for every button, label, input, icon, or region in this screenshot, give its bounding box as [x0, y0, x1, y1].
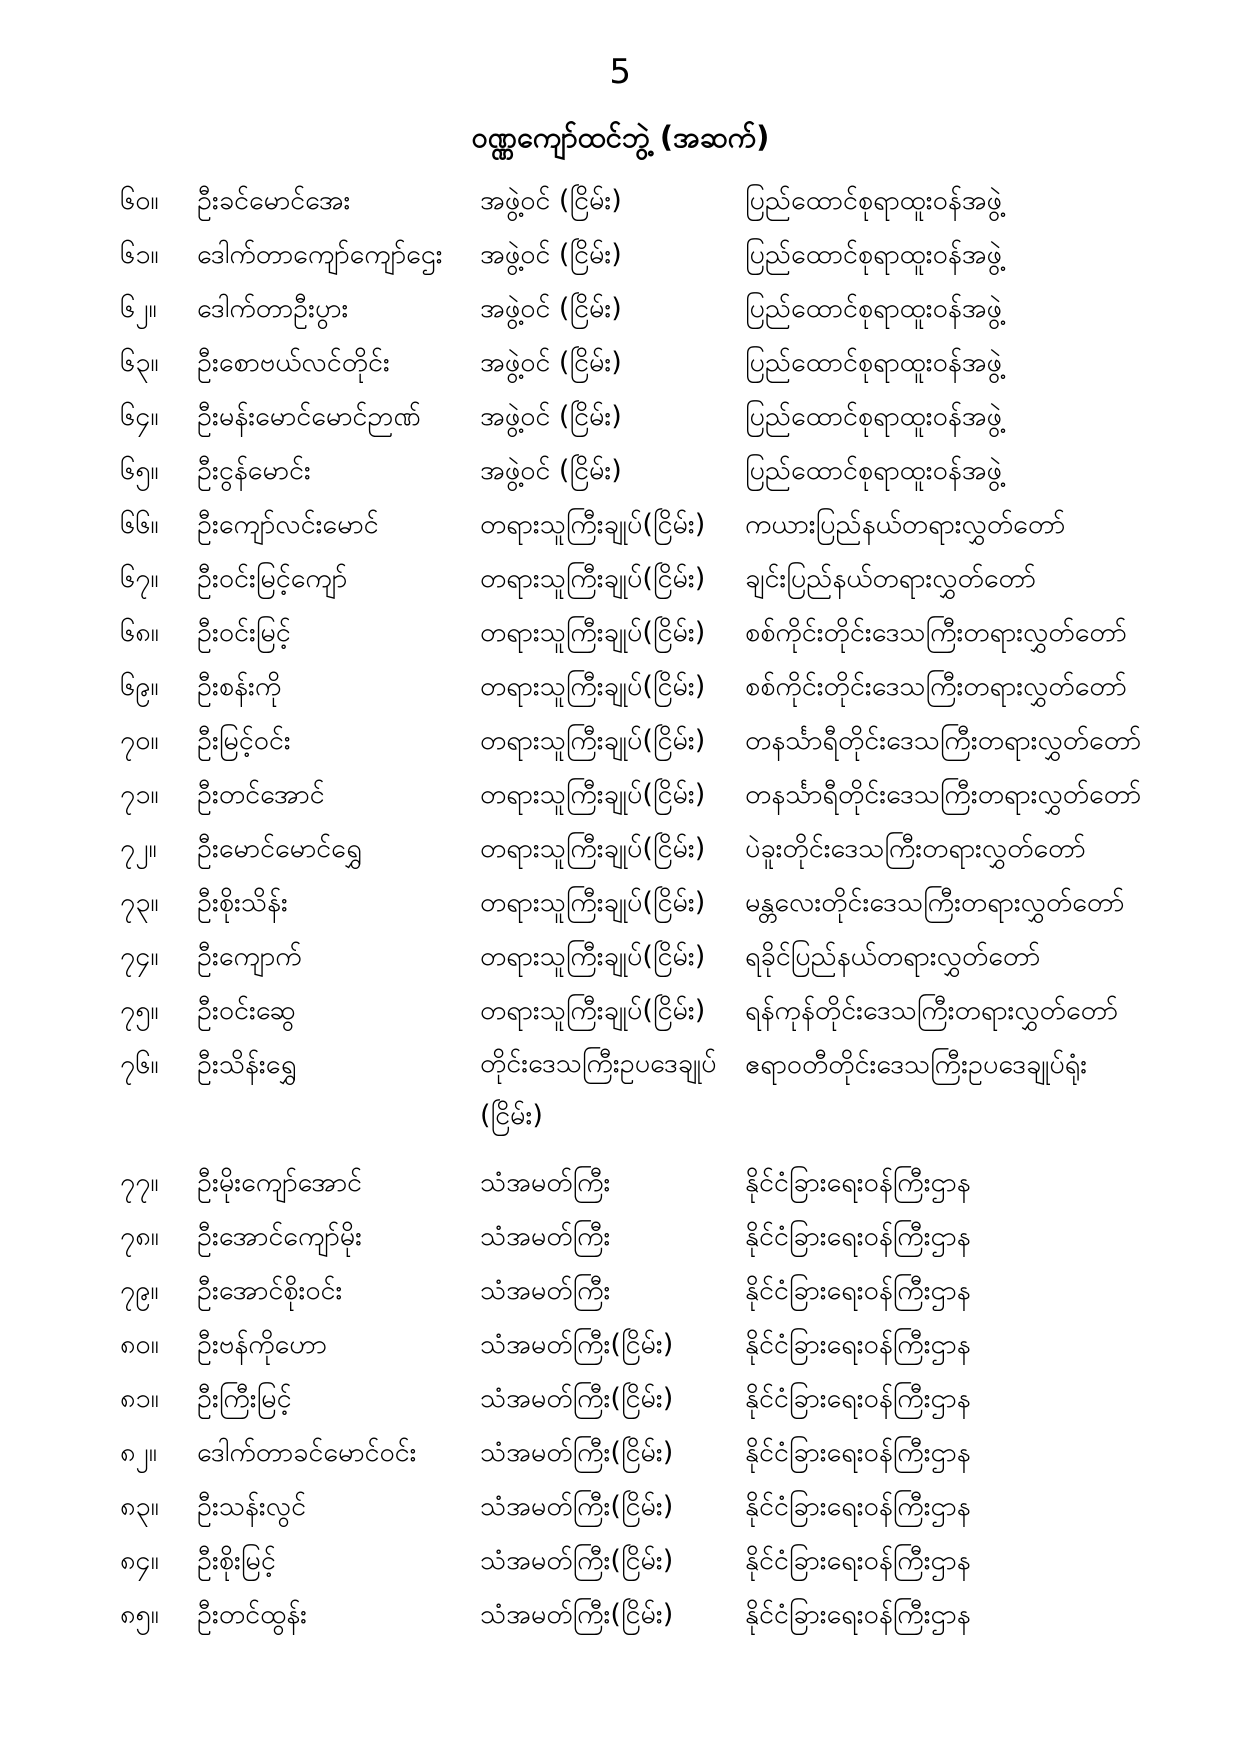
- role-title: [480, 1038, 745, 1142]
- person-name: ဦးသန်းလွင်: [197, 1491, 307, 1522]
- role-title: [480, 768, 745, 822]
- organization: ရခိုင်ပြည်နယ်တရားလွှတ်တော်: [745, 941, 1041, 972]
- table-row: [120, 174, 1181, 228]
- organization: ပြည်ထောင်စုရာထူးဝန်အဖွဲ့: [745, 239, 1002, 270]
- person-name: ဦးမန်းမောင်မောင်ဉာဏ်: [197, 401, 421, 432]
- role-line-1: တရားသူကြီးချုပ်(ငြိမ်း): [480, 671, 706, 702]
- role-line-1: တရားသူကြီးချုပ်(ငြိမ်း): [480, 779, 706, 810]
- role-title: [480, 1426, 745, 1480]
- table-row: [120, 1588, 1181, 1642]
- row-number: ၈၄။: [120, 1545, 159, 1576]
- role-line-1: သံအမတ်ကြီး(ငြိမ်း): [480, 1599, 674, 1630]
- row-number: ၆၁။: [120, 239, 159, 270]
- row-number: ၆၅။: [120, 455, 159, 486]
- role-line-1: အဖွဲ့ဝင် (ငြိမ်း): [480, 401, 622, 432]
- organization: စစ်ကိုင်းတိုင်းဒေသကြီးတရားလွှတ်တော်: [745, 671, 1127, 702]
- table-row: [120, 876, 1181, 930]
- role-line-1: သံအမတ်ကြီး(ငြိမ်း): [480, 1491, 674, 1522]
- row-number: ၇၉။: [120, 1275, 159, 1306]
- table-row: [120, 984, 1181, 1038]
- table-row: [120, 444, 1181, 498]
- organization: ပဲခူးတိုင်းဒေသကြီးတရားလွှတ်တော်: [745, 833, 1086, 864]
- table-row: [120, 714, 1181, 768]
- person-name: ဒေါက်တာကျော်ကျော်ဌေး: [197, 239, 443, 270]
- row-number: ၆၄။: [120, 401, 159, 432]
- organization: ရန်ကုန်တိုင်းဒေသကြီးတရားလွှတ်တော်: [745, 995, 1118, 1026]
- role-line-1: အဖွဲ့ဝင် (ငြိမ်း): [480, 185, 622, 216]
- person-name: ဦးစန်းကို: [197, 671, 282, 702]
- role-line-1: သံအမတ်ကြီး(ငြိမ်း): [480, 1437, 674, 1468]
- row-number: ၇၂။: [120, 833, 157, 864]
- table-row: [120, 606, 1181, 660]
- row-number: ၇၁။: [120, 779, 159, 810]
- row-number: ၆၈။: [120, 617, 159, 648]
- row-number: ၈၂။: [120, 1437, 157, 1468]
- role-title: [480, 498, 745, 552]
- role-title: [480, 552, 745, 606]
- table-row: [120, 768, 1181, 822]
- row-number: ၈၃။: [120, 1491, 159, 1522]
- role-title: [480, 1372, 745, 1426]
- row-number: ၈၁။: [120, 1383, 159, 1414]
- role-line-1: သံအမတ်ကြီး(ငြိမ်း): [480, 1545, 674, 1576]
- role-line-1: သံအမတ်ကြီး(ငြိမ်း): [480, 1329, 674, 1360]
- row-number: ၇၈။: [120, 1221, 159, 1252]
- person-name: ဦးမြင့်ဝင်း: [197, 725, 291, 756]
- row-number: ၆၃။: [120, 347, 159, 378]
- person-name: ဦးဝင်းမြင့်ကျော်: [197, 563, 348, 594]
- role-title: [480, 930, 745, 984]
- organization: ဧရာဝတီတိုင်းဒေသကြီးဥပဒေချုပ်ရုံး: [745, 1049, 1088, 1080]
- person-name: ဒေါက်တာခင်မောင်ဝင်း: [197, 1437, 417, 1468]
- role-line-1: အဖွဲ့ဝင် (ငြိမ်း): [480, 293, 622, 324]
- role-title: [480, 174, 745, 228]
- organization: တနင်္သာရီတိုင်းဒေသကြီးတရားလွှတ်တော်: [745, 779, 1142, 810]
- role-title: [480, 660, 745, 714]
- organization: စစ်ကိုင်းတိုင်းဒေသကြီးတရားလွှတ်တော်: [745, 617, 1127, 648]
- organization: ပြည်ထောင်စုရာထူးဝန်အဖွဲ့: [745, 185, 1002, 216]
- honorees-table: [0, 174, 1241, 1642]
- person-name: ဦးခင်မောင်အေး: [197, 185, 351, 216]
- organization: နိုင်ငံခြားရေးဝန်ကြီးဌာန: [745, 1221, 971, 1252]
- role-line-1: တရားသူကြီးချုပ်(ငြိမ်း): [480, 995, 706, 1026]
- person-name: ဦးတင်ထွန်း: [197, 1599, 308, 1630]
- table-row: [120, 282, 1181, 336]
- role-line-1: တိုင်းဒေသကြီးဥပဒေချုပ်: [480, 1048, 717, 1079]
- person-name: ဒေါက်တာဦးပွား: [197, 293, 349, 324]
- role-line-1: အဖွဲ့ဝင် (ငြိမ်း): [480, 455, 622, 486]
- person-name: ဦးစိုးသိန်း: [197, 887, 288, 918]
- role-line-1: သံအမတ်ကြီး: [480, 1275, 611, 1306]
- role-title: [480, 1480, 745, 1534]
- organization: ချင်းပြည်နယ်တရားလွှတ်တော်: [745, 563, 1036, 594]
- row-number: ၆၇။: [120, 563, 159, 594]
- page-number: 5: [609, 52, 632, 92]
- organization: ကယားပြည်နယ်တရားလွှတ်တော်: [745, 509, 1066, 540]
- person-name: ဦးအောင်စိုးဝင်း: [197, 1275, 343, 1306]
- role-title: [480, 1156, 745, 1210]
- table-row: [120, 930, 1181, 984]
- person-name: ဦးမိုးကျော်အောင်: [197, 1167, 363, 1198]
- role-line-1: သံအမတ်ကြီး: [480, 1167, 611, 1198]
- row-number: ၆၀။: [120, 185, 159, 216]
- role-line-1: တရားသူကြီးချုပ်(ငြိမ်း): [480, 887, 706, 918]
- table-row: [120, 336, 1181, 390]
- person-name: ဦးမောင်မောင်ရွှေ: [197, 833, 362, 864]
- organization: ပြည်ထောင်စုရာထူးဝန်အဖွဲ့: [745, 401, 1002, 432]
- role-title: [480, 1318, 745, 1372]
- role-title: [480, 282, 745, 336]
- organization: နိုင်ငံခြားရေးဝန်ကြီးဌာန: [745, 1437, 971, 1468]
- person-name: ဦးကျော်လင်းမောင်: [197, 509, 379, 540]
- table-row: [120, 552, 1181, 606]
- role-title: [480, 876, 745, 930]
- table-row: [120, 1264, 1181, 1318]
- table-row: [120, 1534, 1181, 1588]
- table-row: [120, 822, 1181, 876]
- table-row: [120, 498, 1181, 552]
- row-number: ၈၀။: [120, 1329, 159, 1360]
- role-title: [480, 1588, 745, 1642]
- person-name: ဦးစောဗယ်လင်တိုင်း: [197, 347, 390, 378]
- organization: နိုင်ငံခြားရေးဝန်ကြီးဌာန: [745, 1491, 971, 1522]
- row-number: ၆၂။: [120, 293, 157, 324]
- person-name: ဦးဝင်းဆွေ: [197, 995, 296, 1026]
- organization: နိုင်ငံခြားရေးဝန်ကြီးဌာန: [745, 1275, 971, 1306]
- role-title: [480, 1264, 745, 1318]
- organization: တနင်္သာရီတိုင်းဒေသကြီးတရားလွှတ်တော်: [745, 725, 1142, 756]
- row-number: ၆၉။: [120, 671, 159, 702]
- person-name: ဦးကြီးမြင့်: [197, 1383, 292, 1414]
- organization: ပြည်ထောင်စုရာထူးဝန်အဖွဲ့: [745, 347, 1002, 378]
- role-title: [480, 444, 745, 498]
- role-line-1: တရားသူကြီးချုပ်(ငြိမ်း): [480, 833, 706, 864]
- role-line-1: အဖွဲ့ဝင် (ငြိမ်း): [480, 347, 622, 378]
- role-title: [480, 606, 745, 660]
- table-row: [120, 1038, 1181, 1142]
- role-title: [480, 390, 745, 444]
- organization: နိုင်ငံခြားရေးဝန်ကြီးဌာန: [745, 1167, 971, 1198]
- organization: နိုင်ငံခြားရေးဝန်ကြီးဌာန: [745, 1545, 971, 1576]
- organization: ပြည်ထောင်စုရာထူးဝန်အဖွဲ့: [745, 293, 1002, 324]
- organization: ပြည်ထောင်စုရာထူးဝန်အဖွဲ့: [745, 455, 1002, 486]
- role-line-1: တရားသူကြီးချုပ်(ငြိမ်း): [480, 509, 706, 540]
- row-number: ၇၆။: [120, 1049, 159, 1080]
- table-row: [120, 1480, 1181, 1534]
- role-title: [480, 1534, 745, 1588]
- row-number: ၇၅။: [120, 995, 159, 1026]
- person-name: ဦးကျောက်: [197, 941, 302, 972]
- row-number: ၇၇။: [120, 1167, 159, 1198]
- table-row: [120, 228, 1181, 282]
- table-row: [120, 1372, 1181, 1426]
- role-line-1: သံအမတ်ကြီး: [480, 1221, 611, 1252]
- row-number: ၆၆။: [120, 509, 159, 540]
- role-line-1: အဖွဲ့ဝင် (ငြိမ်း): [480, 239, 622, 270]
- person-name: ဦးဝင်းမြင့်: [197, 617, 291, 648]
- role-title: [480, 336, 745, 390]
- table-row: [120, 1210, 1181, 1264]
- person-name: ဦးသိန်းရွှေ: [197, 1049, 297, 1080]
- table-row: [120, 660, 1181, 714]
- person-name: ဦးတင်အောင်: [197, 779, 325, 810]
- page-title: ဝဏ္ဏကျော်ထင်ဘွဲ့ (အဆက်): [471, 120, 770, 154]
- row-number: ၇၃။: [120, 887, 159, 918]
- organization: နိုင်ငံခြားရေးဝန်ကြီးဌာန: [745, 1329, 971, 1360]
- organization: နိုင်ငံခြားရေးဝန်ကြီးဌာန: [745, 1383, 971, 1414]
- table-row: [120, 1318, 1181, 1372]
- role-title: [480, 822, 745, 876]
- person-name: ဦးဗန်ကိုဟော: [197, 1329, 327, 1360]
- table-row: [120, 1156, 1181, 1210]
- person-name: ဦးငွန်မောင်း: [197, 455, 311, 486]
- role-line-1: တရားသူကြီးချုပ်(ငြိမ်း): [480, 563, 706, 594]
- role-title: [480, 228, 745, 282]
- row-number: ၇၀။: [120, 725, 159, 756]
- table-row: [120, 390, 1181, 444]
- role-line-1: တရားသူကြီးချုပ်(ငြိမ်း): [480, 725, 706, 756]
- role-line-1: တရားသူကြီးချုပ်(ငြိမ်း): [480, 941, 706, 972]
- row-number: ၈၅။: [120, 1599, 159, 1630]
- person-name: ဦးအောင်ကျော်မိုး: [197, 1221, 363, 1252]
- table-row: [120, 1426, 1181, 1480]
- row-number: ၇၄။: [120, 941, 159, 972]
- organization: မန္တလေးတိုင်းဒေသကြီးတရားလွှတ်တော်: [745, 887, 1125, 918]
- role-title: [480, 714, 745, 768]
- role-line-2: (ငြိမ်း): [480, 1100, 543, 1131]
- role-title: [480, 1210, 745, 1264]
- role-line-1: တရားသူကြီးချုပ်(ငြိမ်း): [480, 617, 706, 648]
- role-line-1: သံအမတ်ကြီး(ငြိမ်း): [480, 1383, 674, 1414]
- organization: နိုင်ငံခြားရေးဝန်ကြီးဌာန: [745, 1599, 971, 1630]
- person-name: ဦးစိုးမြင့်: [197, 1545, 276, 1576]
- role-title: [480, 984, 745, 1038]
